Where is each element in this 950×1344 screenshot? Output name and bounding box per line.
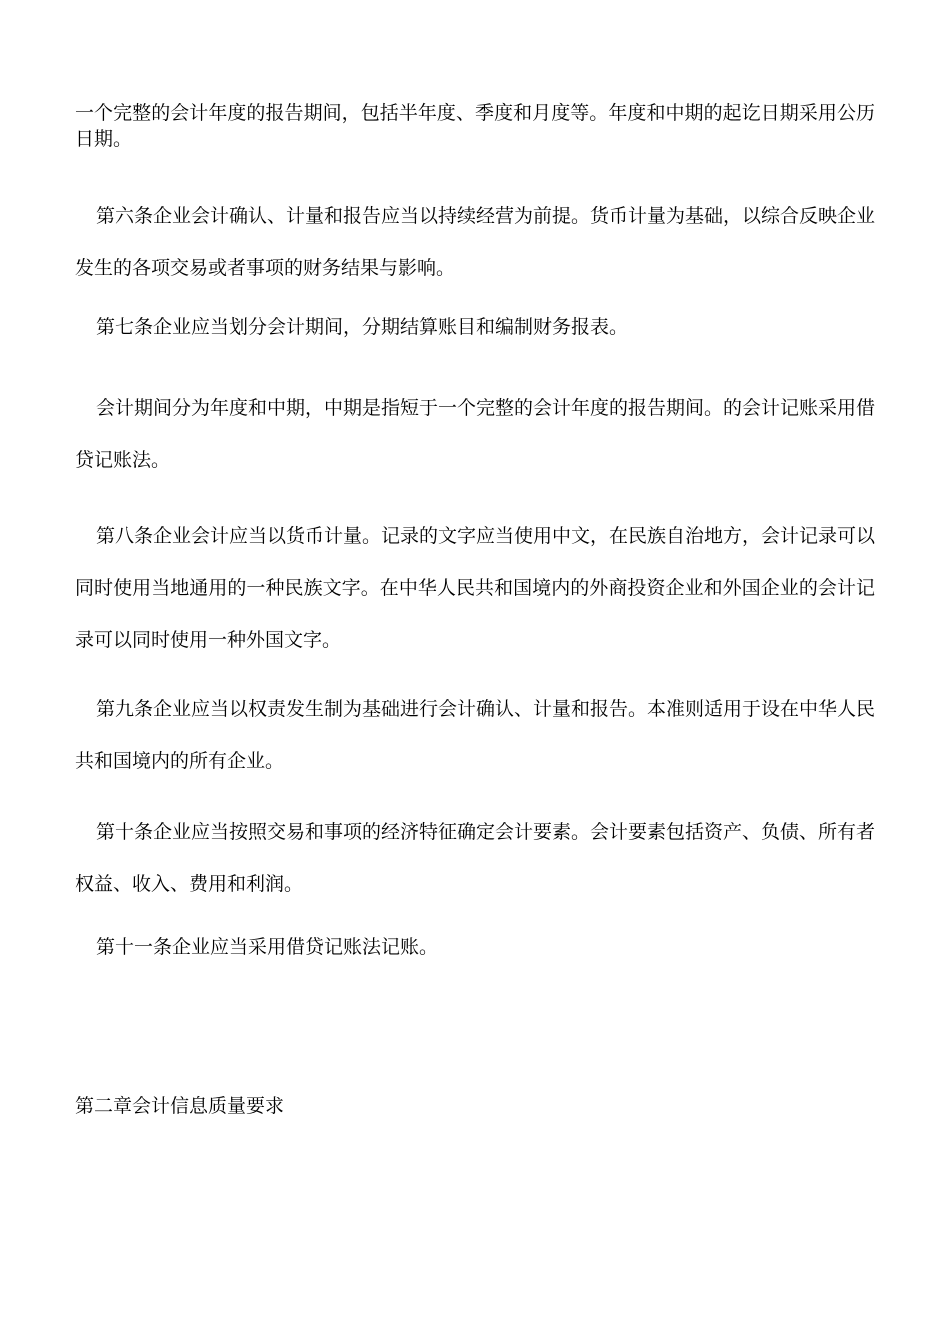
paragraph-article-6: 第六条企业会计确认、计量和报告应当以持续经营为前提。货币计量为基础，以综合反映企业发生的各项交易或者事项的财务结果与影响。 xyxy=(75,205,876,279)
paragraph-period-continuation: 一个完整的会计年度的报告期间，包括半年度、季度和月度等。年度和中期的起讫日期采用公历日期。 xyxy=(75,102,875,150)
paragraph-accounting-period: 会计期间分为年度和中期，中期是指短于一个完整的会计年度的报告期间。的会计记账采用借贷记账法。 xyxy=(75,397,876,471)
paragraph-article-7: 第七条企业应当划分会计期间，分期结算账目和编制财务报表。 xyxy=(96,316,629,338)
paragraph-article-11: 第十一条企业应当采用借贷记账法记账。 xyxy=(96,936,439,958)
paragraph-article-8: 第八条企业会计应当以货币计量。记录的文字应当使用中文，在民族自治地方，会计记录可以同时使用当地通用的一种民族文字。在中华人民共和国境内的外商投资企业和外国企业的会计记录可以同时使用一种外国文字。 xyxy=(75,525,876,651)
chapter-heading: 第二章会计信息质量要求 xyxy=(75,1095,285,1117)
paragraph-article-9: 第九条企业应当以权责发生制为基础进行会计确认、计量和报告。本准则适用于设在中华人民共和国境内的所有企业。 xyxy=(75,698,876,772)
paragraph-article-10: 第十条企业应当按照交易和事项的经济特征确定会计要素。会计要素包括资产、负债、所有者权益、收入、费用和利润。 xyxy=(75,821,876,895)
